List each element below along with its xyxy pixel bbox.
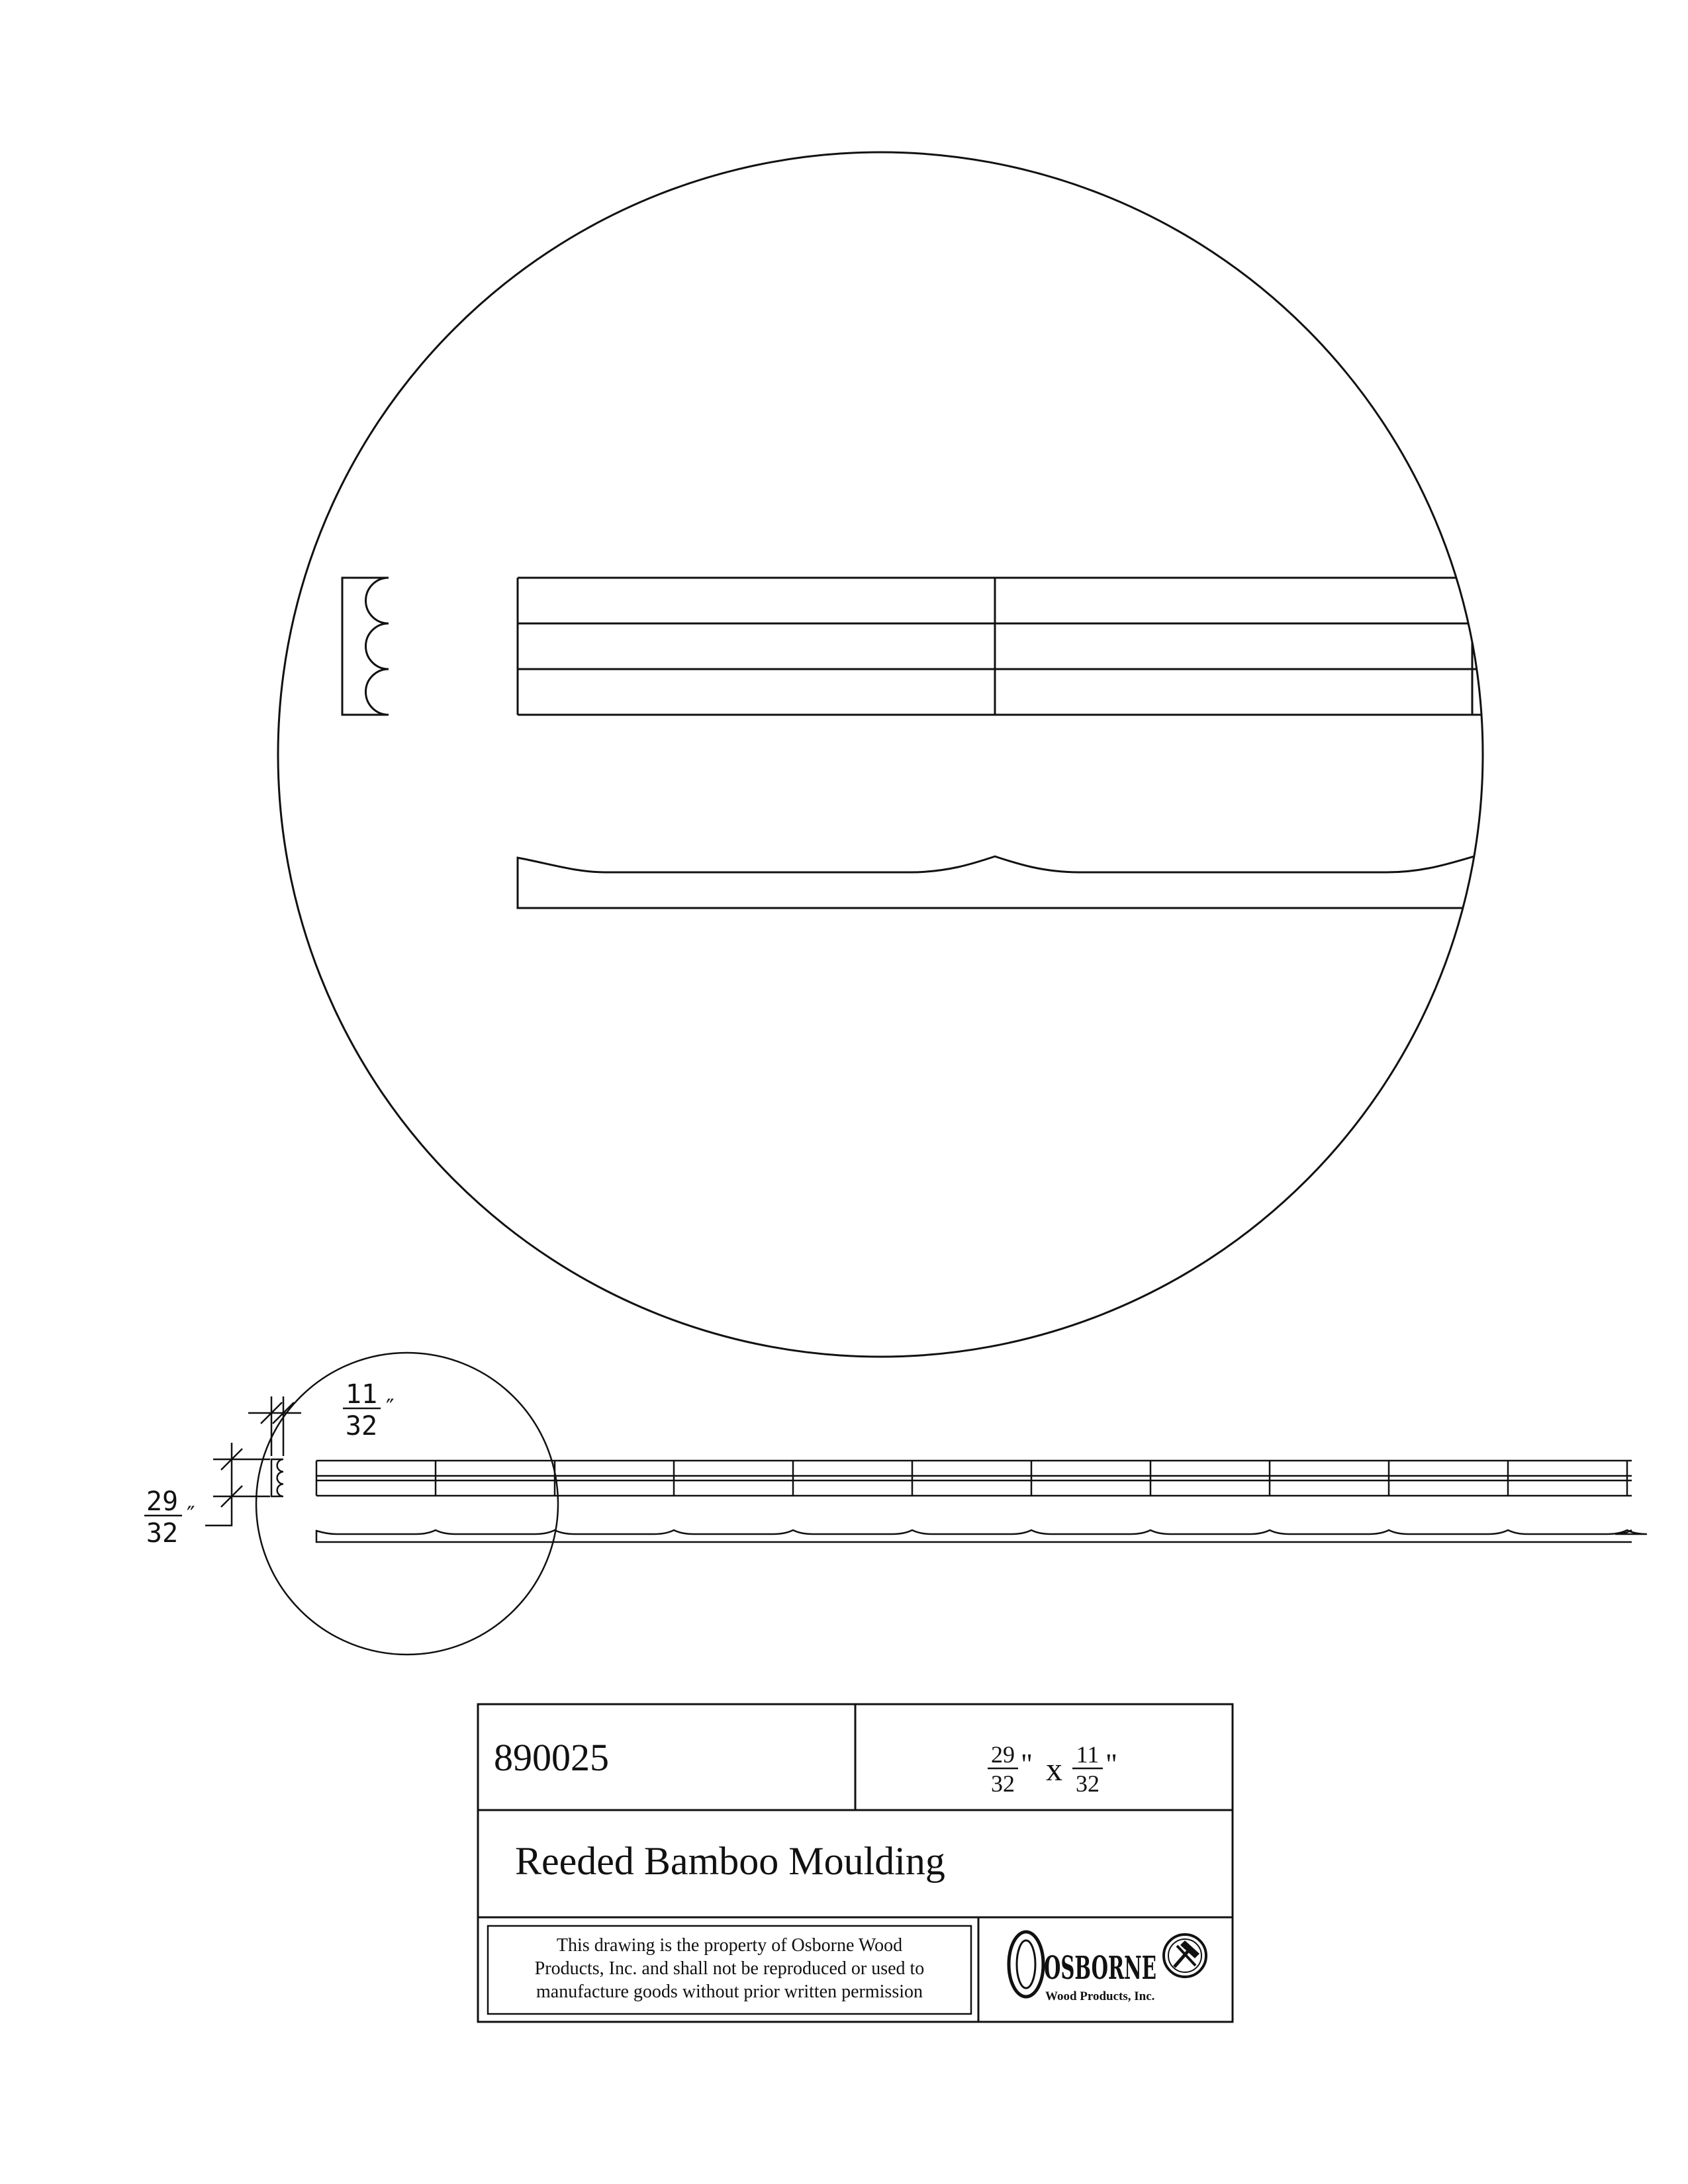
property-notice	[535, 1935, 925, 2002]
detail-circle	[278, 152, 1483, 1357]
title-block	[478, 1704, 1233, 2022]
size-height-numerator: 29	[991, 1741, 1015, 1768]
size-width-numerator: 11	[1076, 1741, 1100, 1768]
notice-line-3: manufacture goods without prior written permission	[536, 1981, 923, 2002]
part-number: 890025	[494, 1736, 609, 1779]
width-dimension	[248, 1379, 397, 1456]
size-fraction	[988, 1741, 1117, 1797]
part-description: Reeded Bamboo Moulding	[515, 1839, 945, 1883]
notice-line-2: Products, Inc. and shall not be reproduced or used to	[534, 1958, 925, 1979]
height-denominator: 32	[146, 1518, 179, 1549]
size-height-inch: "	[1021, 1748, 1033, 1780]
osborne-logo	[1009, 1932, 1206, 2003]
hammer-emblem-icon	[1164, 1934, 1206, 1977]
width-unit: ″	[383, 1394, 397, 1421]
logo-tagline: Wood Products, Inc.	[1045, 1989, 1155, 2003]
height-numerator: 29	[146, 1486, 179, 1517]
full-side-view	[316, 1530, 1647, 1542]
width-numerator: 11	[345, 1379, 378, 1410]
height-dimension	[144, 1443, 270, 1549]
detail-view	[278, 152, 1496, 1357]
size-separator: x	[1046, 1751, 1062, 1788]
full-top-view	[316, 1461, 1632, 1496]
size-width-denominator: 32	[1076, 1770, 1100, 1797]
notice-line-1: This drawing is the property of Osborne Wood	[556, 1935, 903, 1956]
detail-profile-section	[342, 578, 389, 715]
detail-top-view	[518, 578, 1496, 715]
full-length-view	[256, 1353, 1647, 1655]
end-profile-small	[271, 1459, 283, 1496]
size-width-inch: "	[1105, 1748, 1117, 1780]
detail-side-view	[518, 854, 1496, 908]
height-unit: ″	[184, 1502, 198, 1528]
detail-callout-circle	[256, 1353, 558, 1655]
logo-name: OSBORNE	[1044, 1950, 1156, 1987]
size-height-denominator: 32	[991, 1770, 1015, 1797]
width-denominator: 32	[345, 1411, 378, 1441]
